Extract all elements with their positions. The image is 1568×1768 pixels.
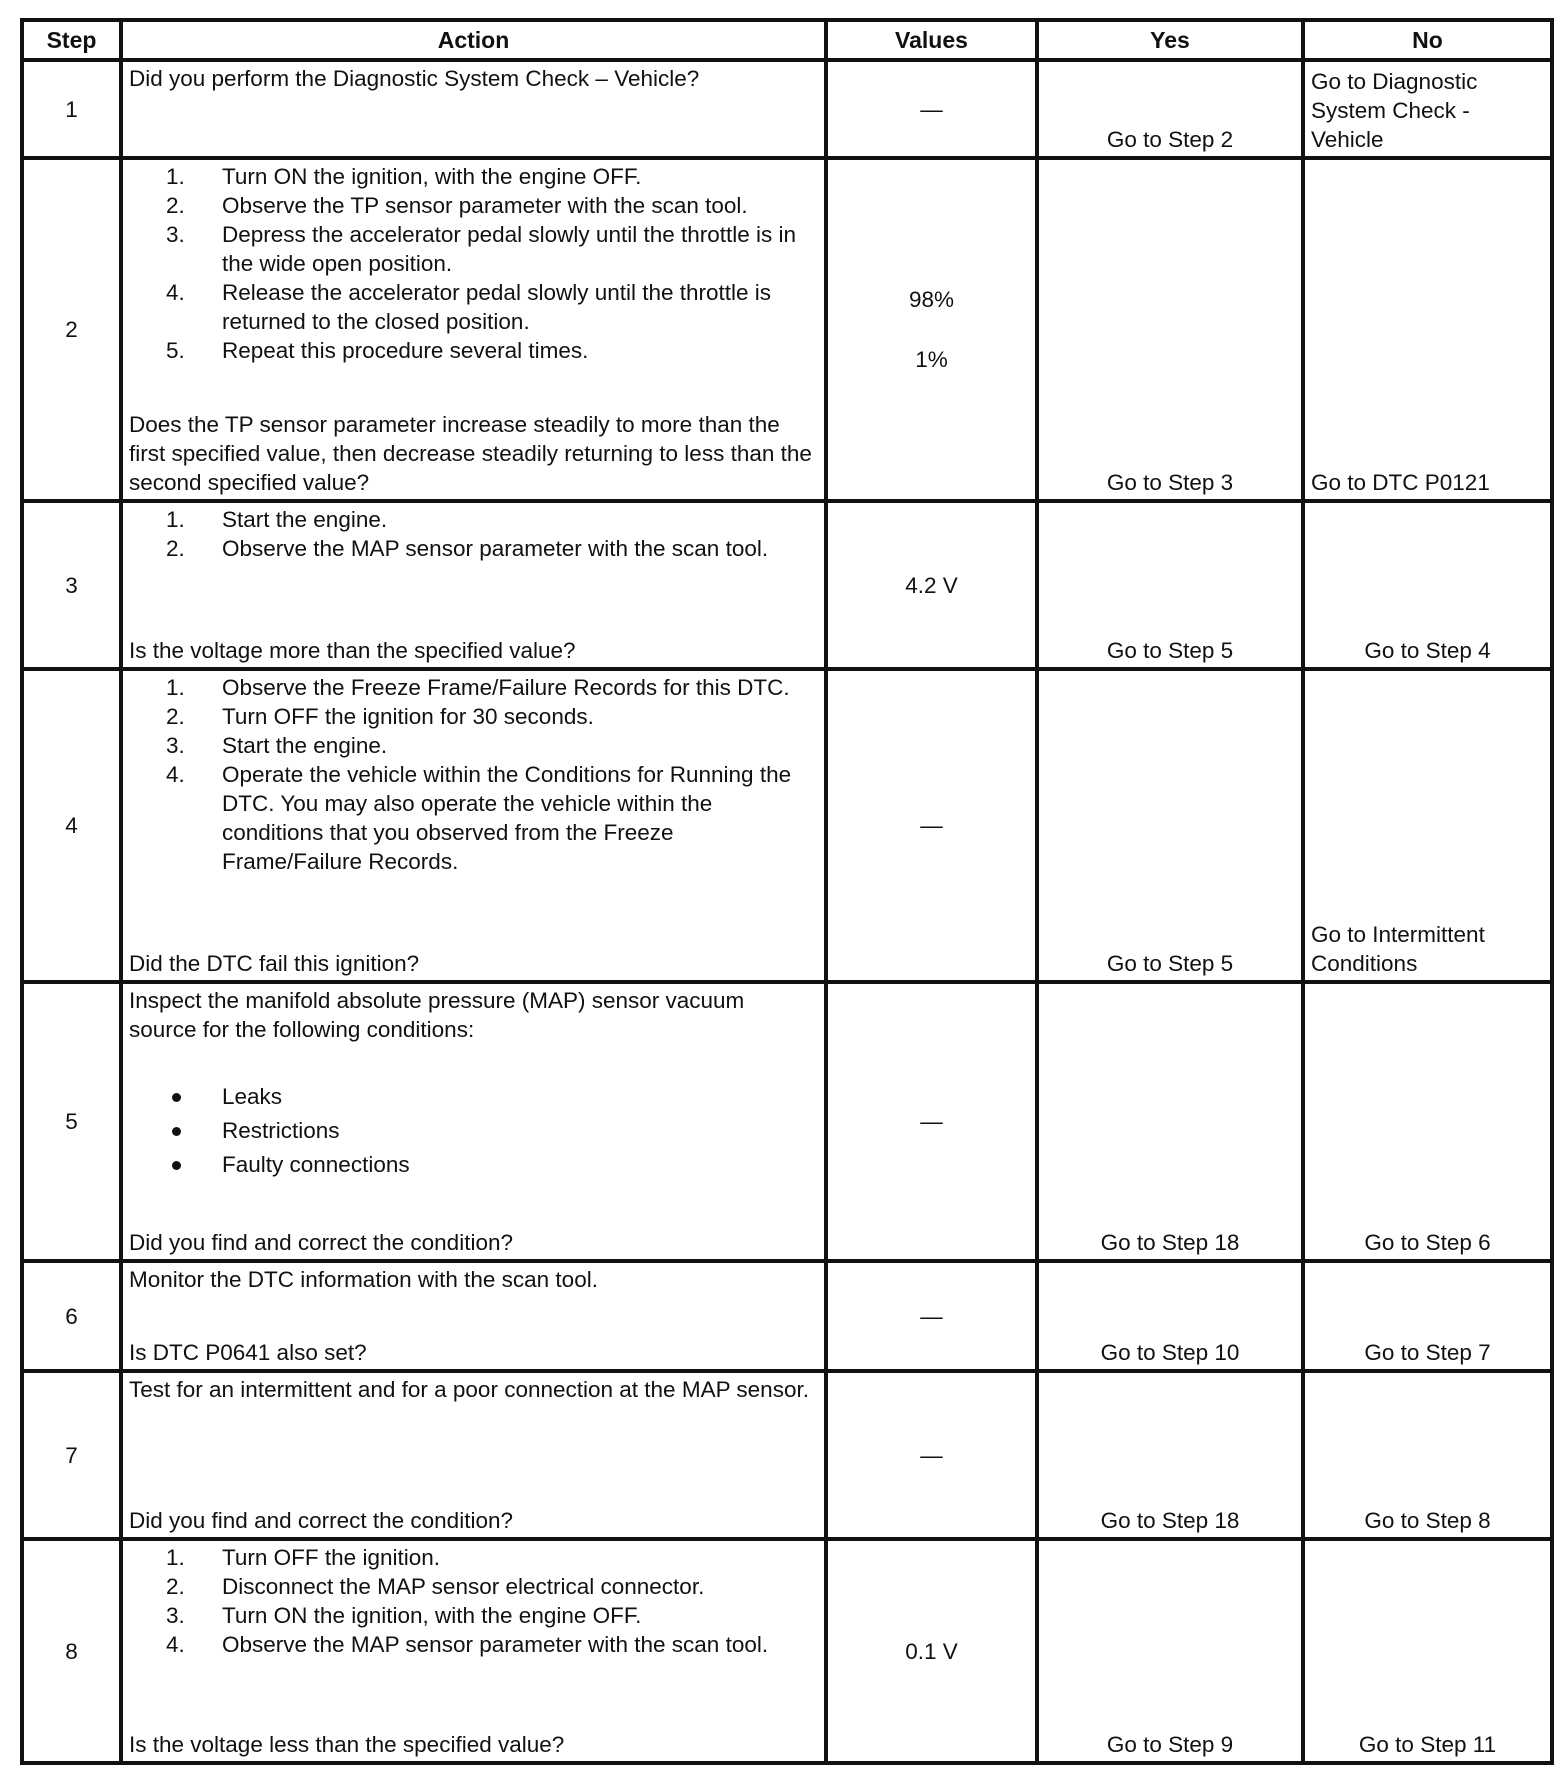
value-item: — bbox=[920, 1442, 943, 1468]
value-item: 1% bbox=[915, 346, 948, 372]
procedure-step: Start the engine. bbox=[222, 733, 388, 758]
table-row bbox=[22, 1261, 1552, 1371]
action-intro: Monitor the DTC information with the scan tool. bbox=[129, 1267, 598, 1292]
step-number: 3 bbox=[22, 501, 121, 669]
value-item: — bbox=[920, 1109, 943, 1134]
no-cell: Go to Step 4 bbox=[1303, 501, 1552, 669]
yes-cell: Go to Step 5 bbox=[1037, 669, 1303, 982]
action-question: Did you find and correct the condition? bbox=[129, 1230, 513, 1255]
procedure-step: Turn OFF the ignition for 30 seconds. bbox=[222, 704, 594, 729]
condition-list bbox=[129, 1080, 818, 1182]
no-cell: Go to Step 6 bbox=[1303, 982, 1552, 1261]
yes-cell: Go to Step 5 bbox=[1037, 501, 1303, 669]
procedure-step: Start the engine. bbox=[222, 507, 388, 532]
procedure-step: Turn ON the ignition, with the engine OFF. bbox=[222, 164, 642, 189]
condition-item: Restrictions bbox=[222, 1114, 818, 1148]
values-cell bbox=[826, 1371, 1037, 1539]
step-number: 6 bbox=[22, 1261, 121, 1371]
action-intro: Test for an intermittent and for a poor connection at the MAP sensor. bbox=[129, 1377, 809, 1402]
procedure-step: Observe the Freeze Frame/Failure Records for this DTC. bbox=[222, 675, 790, 700]
step-number: 8 bbox=[22, 1539, 121, 1763]
action-cell bbox=[121, 1371, 826, 1539]
step-number: 7 bbox=[22, 1371, 121, 1539]
table-row bbox=[22, 982, 1552, 1261]
header-step: Step bbox=[22, 20, 121, 60]
action-question: Did you find and correct the condition? bbox=[129, 1508, 513, 1533]
value-item: 98% bbox=[908, 286, 955, 312]
values-cell bbox=[826, 669, 1037, 982]
action-cell bbox=[121, 1539, 826, 1763]
procedure-step: Disconnect the MAP sensor electrical connector. bbox=[222, 1574, 705, 1599]
diagnostic-table bbox=[20, 18, 1554, 1765]
action-question: Is the voltage more than the specified value? bbox=[129, 638, 576, 663]
action-cell bbox=[121, 982, 826, 1261]
values-cell bbox=[826, 1261, 1037, 1371]
action-cell bbox=[121, 669, 826, 982]
value-item: 0.1 V bbox=[905, 1638, 958, 1664]
table-row bbox=[22, 1539, 1552, 1763]
action-question: Does the TP sensor parameter increase steadily to more than the first specified value, then decrease steadily returning to less than the second specified value? bbox=[129, 412, 812, 495]
yes-cell: Go to Step 10 bbox=[1037, 1261, 1303, 1371]
procedure-step: Turn OFF the ignition. bbox=[222, 1545, 441, 1570]
no-cell: Go to Step 7 bbox=[1303, 1261, 1552, 1371]
action-cell bbox=[121, 1261, 826, 1371]
condition-item: Leaks bbox=[222, 1080, 818, 1114]
table-row bbox=[22, 501, 1552, 669]
procedure-list bbox=[129, 162, 818, 365]
yes-cell: Go to Step 9 bbox=[1037, 1539, 1303, 1763]
action-cell bbox=[121, 60, 826, 158]
step-number: 4 bbox=[22, 669, 121, 982]
action-intro: Inspect the manifold absolute pressure (MAP) sensor vacuum source for the following conditions: bbox=[129, 988, 745, 1042]
action-question: Is DTC P0641 also set? bbox=[129, 1340, 367, 1365]
action-cell bbox=[121, 158, 826, 501]
values-cell bbox=[826, 1539, 1037, 1763]
procedure-step: Observe the TP sensor parameter with the scan tool. bbox=[222, 193, 748, 218]
header-yes: Yes bbox=[1037, 20, 1303, 60]
action-question: Did the DTC fail this ignition? bbox=[129, 951, 420, 976]
step-number: 1 bbox=[22, 60, 121, 158]
procedure-step: Observe the MAP sensor parameter with the scan tool. bbox=[222, 536, 769, 561]
value-item: — bbox=[920, 1303, 943, 1329]
procedure-step: Repeat this procedure several times. bbox=[222, 338, 589, 363]
yes-cell: Go to Step 3 bbox=[1037, 158, 1303, 501]
value-item: 4.2 V bbox=[905, 572, 958, 598]
condition-item: Faulty connections bbox=[222, 1148, 818, 1182]
action-intro: Did you perform the Diagnostic System Check – Vehicle? bbox=[129, 66, 700, 91]
procedure-step: Observe the MAP sensor parameter with the scan tool. bbox=[222, 1632, 769, 1657]
header-row bbox=[22, 20, 1552, 60]
step-number: 2 bbox=[22, 158, 121, 501]
procedure-step: Depress the accelerator pedal slowly until the throttle is in the wide open position. bbox=[222, 222, 797, 276]
no-cell: Go to DTC P0121 bbox=[1303, 158, 1552, 501]
procedure-step: Release the accelerator pedal slowly until the throttle is returned to the closed position. bbox=[222, 280, 772, 334]
procedure-step: Operate the vehicle within the Conditions for Running the DTC. You may also operate the vehicle within the conditions that you observed from the Freeze Frame/Failure Records. bbox=[222, 762, 792, 874]
procedure-step: Turn ON the ignition, with the engine OFF. bbox=[222, 1603, 642, 1628]
no-cell: Go to Intermittent Conditions bbox=[1303, 669, 1552, 982]
step-number: 5 bbox=[22, 982, 121, 1261]
value-item: — bbox=[920, 813, 943, 838]
yes-cell: Go to Step 2 bbox=[1037, 60, 1303, 158]
value-item: — bbox=[920, 96, 943, 122]
no-cell: Go to Step 11 bbox=[1303, 1539, 1552, 1763]
action-cell bbox=[121, 501, 826, 669]
table-row bbox=[22, 60, 1552, 158]
procedure-list bbox=[129, 673, 818, 876]
values-cell bbox=[826, 982, 1037, 1261]
header-action: Action bbox=[121, 20, 826, 60]
values-cell bbox=[826, 60, 1037, 158]
yes-cell: Go to Step 18 bbox=[1037, 1371, 1303, 1539]
action-question: Is the voltage less than the specified value? bbox=[129, 1732, 565, 1757]
header-no: No bbox=[1303, 20, 1552, 60]
values-cell bbox=[826, 501, 1037, 669]
procedure-list bbox=[129, 505, 818, 563]
table-row bbox=[22, 158, 1552, 501]
no-cell: Go to Diagnostic System Check - Vehicle bbox=[1303, 60, 1552, 158]
table-row bbox=[22, 669, 1552, 982]
header-values: Values bbox=[826, 20, 1037, 60]
procedure-list bbox=[129, 1543, 818, 1659]
values-cell bbox=[826, 158, 1037, 501]
no-cell: Go to Step 8 bbox=[1303, 1371, 1552, 1539]
yes-cell: Go to Step 18 bbox=[1037, 982, 1303, 1261]
table-row bbox=[22, 1371, 1552, 1539]
